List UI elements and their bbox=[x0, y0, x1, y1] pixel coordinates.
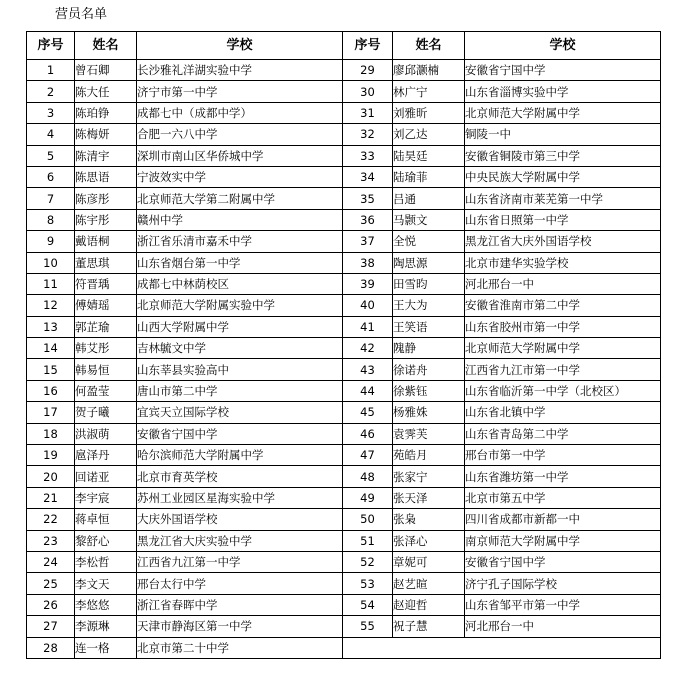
member-name: 刘乙达 bbox=[393, 124, 465, 145]
member-name: 韩艾彤 bbox=[75, 338, 137, 359]
member-school: 山东省临沂第一中学（北校区） bbox=[465, 380, 661, 401]
member-school: 山东省日照第一中学 bbox=[465, 209, 661, 230]
member-school: 济宁市第一中学 bbox=[137, 81, 343, 102]
table-row bbox=[27, 188, 661, 209]
member-school: 宜宾天立国际学校 bbox=[137, 402, 343, 423]
member-school: 合肥一六八中学 bbox=[137, 124, 343, 145]
member-number: 28 bbox=[27, 637, 75, 658]
member-number: 34 bbox=[343, 166, 393, 187]
member-school: 山东省济南市莱芜第一中学 bbox=[465, 188, 661, 209]
member-school: 北京市建华实验学校 bbox=[465, 252, 661, 273]
member-number: 16 bbox=[27, 380, 75, 401]
table-row bbox=[27, 124, 661, 145]
member-school: 山东莘县实验高中 bbox=[137, 359, 343, 380]
member-school: 山东省淄博实验中学 bbox=[465, 81, 661, 102]
member-name: 曾石卿 bbox=[75, 60, 137, 81]
member-number: 17 bbox=[27, 402, 75, 423]
member-number: 22 bbox=[27, 509, 75, 530]
member-name: 章妮可 bbox=[393, 551, 465, 572]
member-name: 洪淑萌 bbox=[75, 423, 137, 444]
document-title: 营员名单 bbox=[55, 7, 108, 22]
member-school: 山东省青岛第二中学 bbox=[465, 423, 661, 444]
table-row bbox=[27, 466, 661, 487]
member-school: 安徽省淮南市第二中学 bbox=[465, 295, 661, 316]
table-row bbox=[27, 81, 661, 102]
member-school: 吉林毓文中学 bbox=[137, 338, 343, 359]
member-name: 陶思源 bbox=[393, 252, 465, 273]
member-school: 北京师范大学第二附属中学 bbox=[137, 188, 343, 209]
member-number: 52 bbox=[343, 551, 393, 572]
member-number: 10 bbox=[27, 252, 75, 273]
member-name: 傅婧瑶 bbox=[75, 295, 137, 316]
table-row bbox=[27, 145, 661, 166]
member-school: 山东省北镇中学 bbox=[465, 402, 661, 423]
member-school: 山东省烟台第一中学 bbox=[137, 252, 343, 273]
member-school: 山东省邹平市第一中学 bbox=[465, 594, 661, 615]
member-number: 37 bbox=[343, 231, 393, 252]
table-row bbox=[27, 252, 661, 273]
member-school: 山东省胶州市第一中学 bbox=[465, 316, 661, 337]
member-number: 6 bbox=[27, 166, 75, 187]
table-row bbox=[27, 423, 661, 444]
member-number: 24 bbox=[27, 551, 75, 572]
member-number: 44 bbox=[343, 380, 393, 401]
member-school: 浙江省春晖中学 bbox=[137, 594, 343, 615]
member-name: 李松哲 bbox=[75, 551, 137, 572]
table-row bbox=[27, 530, 661, 551]
member-number: 32 bbox=[343, 124, 393, 145]
member-name: 马颢文 bbox=[393, 209, 465, 230]
member-school: 北京师范大学附属实验中学 bbox=[137, 295, 343, 316]
member-name: 戴语桐 bbox=[75, 231, 137, 252]
member-name: 袁霁芙 bbox=[393, 423, 465, 444]
member-number: 20 bbox=[27, 466, 75, 487]
member-number: 45 bbox=[343, 402, 393, 423]
member-number: 31 bbox=[343, 102, 393, 123]
header-no: 序号 bbox=[343, 32, 393, 60]
member-number: 51 bbox=[343, 530, 393, 551]
member-number: 19 bbox=[27, 445, 75, 466]
header-school: 学校 bbox=[137, 32, 343, 60]
member-name: 黎舒心 bbox=[75, 530, 137, 551]
member-name: 陈宇彤 bbox=[75, 209, 137, 230]
table-row bbox=[27, 487, 661, 508]
member-name: 王笑语 bbox=[393, 316, 465, 337]
member-school: 北京市育英学校 bbox=[137, 466, 343, 487]
member-school: 邢台太行中学 bbox=[137, 573, 343, 594]
member-school: 唐山市第二中学 bbox=[137, 380, 343, 401]
member-number: 13 bbox=[27, 316, 75, 337]
member-number: 15 bbox=[27, 359, 75, 380]
member-number: 29 bbox=[343, 60, 393, 81]
member-name: 张泽心 bbox=[393, 530, 465, 551]
member-number: 42 bbox=[343, 338, 393, 359]
header-school: 学校 bbox=[465, 32, 661, 60]
member-number: 36 bbox=[343, 209, 393, 230]
member-school: 河北邢台一中 bbox=[465, 273, 661, 294]
member-number: 9 bbox=[27, 231, 75, 252]
member-number: 38 bbox=[343, 252, 393, 273]
member-school: 中央民族大学附属中学 bbox=[465, 166, 661, 187]
member-school: 四川省成都市新都一中 bbox=[465, 509, 661, 530]
member-name: 郭芷瑜 bbox=[75, 316, 137, 337]
member-name: 林广宁 bbox=[393, 81, 465, 102]
member-number: 25 bbox=[27, 573, 75, 594]
member-number: 47 bbox=[343, 445, 393, 466]
member-school: 浙江省乐清市嘉禾中学 bbox=[137, 231, 343, 252]
member-name: 回诺亚 bbox=[75, 466, 137, 487]
table-row bbox=[27, 359, 661, 380]
table-row bbox=[27, 60, 661, 81]
member-name: 陆昊廷 bbox=[393, 145, 465, 166]
member-school: 安徽省宁国中学 bbox=[465, 60, 661, 81]
member-name: 陈彦彤 bbox=[75, 188, 137, 209]
member-name: 李源琳 bbox=[75, 616, 137, 637]
header-name: 姓名 bbox=[75, 32, 137, 60]
member-school: 江西省九江市第一中学 bbox=[465, 359, 661, 380]
member-number: 2 bbox=[27, 81, 75, 102]
member-school: 北京师范大学附属中学 bbox=[465, 338, 661, 359]
member-name: 连一格 bbox=[75, 637, 137, 658]
member-number: 48 bbox=[343, 466, 393, 487]
member-name: 刘雅昕 bbox=[393, 102, 465, 123]
member-school: 北京师范大学附属中学 bbox=[465, 102, 661, 123]
member-name: 张家宁 bbox=[393, 466, 465, 487]
table-row bbox=[27, 316, 661, 337]
member-name: 李宇宸 bbox=[75, 487, 137, 508]
member-name: 田雪昀 bbox=[393, 273, 465, 294]
table-row bbox=[27, 402, 661, 423]
member-number: 14 bbox=[27, 338, 75, 359]
member-school: 江西省九江第一中学 bbox=[137, 551, 343, 572]
member-number: 55 bbox=[343, 616, 393, 637]
member-number: 8 bbox=[27, 209, 75, 230]
member-name: 董思琪 bbox=[75, 252, 137, 273]
member-name: 何盈莹 bbox=[75, 380, 137, 401]
table-row bbox=[27, 231, 661, 252]
member-school: 黑龙江省大庆外国语学校 bbox=[465, 231, 661, 252]
member-number: 11 bbox=[27, 273, 75, 294]
member-number: 3 bbox=[27, 102, 75, 123]
member-name: 赵迎哲 bbox=[393, 594, 465, 615]
member-number: 21 bbox=[27, 487, 75, 508]
member-school: 赣州中学 bbox=[137, 209, 343, 230]
member-name: 李文天 bbox=[75, 573, 137, 594]
member-name: 陈大任 bbox=[75, 81, 137, 102]
member-number: 46 bbox=[343, 423, 393, 444]
member-school: 山东省潍坊第一中学 bbox=[465, 466, 661, 487]
table-row bbox=[27, 616, 661, 637]
member-number: 7 bbox=[27, 188, 75, 209]
member-name: 李悠悠 bbox=[75, 594, 137, 615]
member-name: 陆瑜菲 bbox=[393, 166, 465, 187]
member-school: 南京师范大学附属中学 bbox=[465, 530, 661, 551]
table-row bbox=[27, 380, 661, 401]
member-name: 吕通 bbox=[393, 188, 465, 209]
member-number: 1 bbox=[27, 60, 75, 81]
member-number: 18 bbox=[27, 423, 75, 444]
member-number: 12 bbox=[27, 295, 75, 316]
table-row bbox=[27, 338, 661, 359]
member-name: 全悦 bbox=[393, 231, 465, 252]
member-name: 赵艺暄 bbox=[393, 573, 465, 594]
member-school: 成都七中林荫校区 bbox=[137, 273, 343, 294]
header-name: 姓名 bbox=[393, 32, 465, 60]
member-number: 49 bbox=[343, 487, 393, 508]
roster-table bbox=[26, 31, 661, 659]
member-school: 大庆外国语学校 bbox=[137, 509, 343, 530]
member-name: 祝子慧 bbox=[393, 616, 465, 637]
member-name: 陈梅妍 bbox=[75, 124, 137, 145]
member-number: 33 bbox=[343, 145, 393, 166]
member-school: 济宁孔子国际学校 bbox=[465, 573, 661, 594]
member-name: 隗静 bbox=[393, 338, 465, 359]
table-row bbox=[27, 273, 661, 294]
member-name: 张枭 bbox=[393, 509, 465, 530]
table-row bbox=[27, 166, 661, 187]
member-number: 30 bbox=[343, 81, 393, 102]
member-school: 铜陵一中 bbox=[465, 124, 661, 145]
table-row bbox=[27, 209, 661, 230]
member-school: 成都七中（成都中学） bbox=[137, 102, 343, 123]
member-name: 贺子曦 bbox=[75, 402, 137, 423]
member-school: 邢台市第一中学 bbox=[465, 445, 661, 466]
member-name: 符晋瑀 bbox=[75, 273, 137, 294]
member-name: 扈泽丹 bbox=[75, 445, 137, 466]
member-school: 哈尔滨师范大学附属中学 bbox=[137, 445, 343, 466]
member-number: 23 bbox=[27, 530, 75, 551]
member-name: 陈珀铮 bbox=[75, 102, 137, 123]
member-number: 54 bbox=[343, 594, 393, 615]
member-school: 宁波效实中学 bbox=[137, 166, 343, 187]
member-school: 黑龙江省大庆实验中学 bbox=[137, 530, 343, 551]
member-name: 韩易恒 bbox=[75, 359, 137, 380]
member-name: 陈清宇 bbox=[75, 145, 137, 166]
member-name: 杨雅姝 bbox=[393, 402, 465, 423]
member-number: 43 bbox=[343, 359, 393, 380]
table-row bbox=[27, 295, 661, 316]
member-school: 安徽省铜陵市第三中学 bbox=[465, 145, 661, 166]
member-number: 26 bbox=[27, 594, 75, 615]
member-number: 35 bbox=[343, 188, 393, 209]
table-row bbox=[27, 573, 661, 594]
member-school: 苏州工业园区星海实验中学 bbox=[137, 487, 343, 508]
member-number: 4 bbox=[27, 124, 75, 145]
member-school: 深圳市南山区华侨城中学 bbox=[137, 145, 343, 166]
table-row bbox=[27, 445, 661, 466]
member-name: 徐紫钰 bbox=[393, 380, 465, 401]
member-school: 安徽省宁国中学 bbox=[137, 423, 343, 444]
member-school: 长沙雅礼洋湖实验中学 bbox=[137, 60, 343, 81]
member-name: 苑皓月 bbox=[393, 445, 465, 466]
member-school: 山西大学附属中学 bbox=[137, 316, 343, 337]
member-school: 北京市第五中学 bbox=[465, 487, 661, 508]
member-school: 北京市第二十中学 bbox=[137, 637, 343, 658]
header-row bbox=[27, 32, 661, 60]
table-row bbox=[27, 594, 661, 615]
table-row bbox=[27, 509, 661, 530]
member-name: 徐诺舟 bbox=[393, 359, 465, 380]
member-name: 蒋卓恒 bbox=[75, 509, 137, 530]
table-row bbox=[27, 551, 661, 572]
empty-cell bbox=[343, 637, 661, 658]
member-name: 张天泽 bbox=[393, 487, 465, 508]
header-no: 序号 bbox=[27, 32, 75, 60]
table-row bbox=[27, 637, 661, 658]
member-number: 27 bbox=[27, 616, 75, 637]
member-number: 50 bbox=[343, 509, 393, 530]
member-school: 安徽省宁国中学 bbox=[465, 551, 661, 572]
member-name: 陈思语 bbox=[75, 166, 137, 187]
member-number: 41 bbox=[343, 316, 393, 337]
member-school: 天津市静海区第一中学 bbox=[137, 616, 343, 637]
roster-body bbox=[27, 60, 661, 659]
member-number: 39 bbox=[343, 273, 393, 294]
member-name: 王大为 bbox=[393, 295, 465, 316]
member-number: 53 bbox=[343, 573, 393, 594]
member-number: 5 bbox=[27, 145, 75, 166]
member-name: 廖邱灏楠 bbox=[393, 60, 465, 81]
member-number: 40 bbox=[343, 295, 393, 316]
member-school: 河北邢台一中 bbox=[465, 616, 661, 637]
table-row bbox=[27, 102, 661, 123]
